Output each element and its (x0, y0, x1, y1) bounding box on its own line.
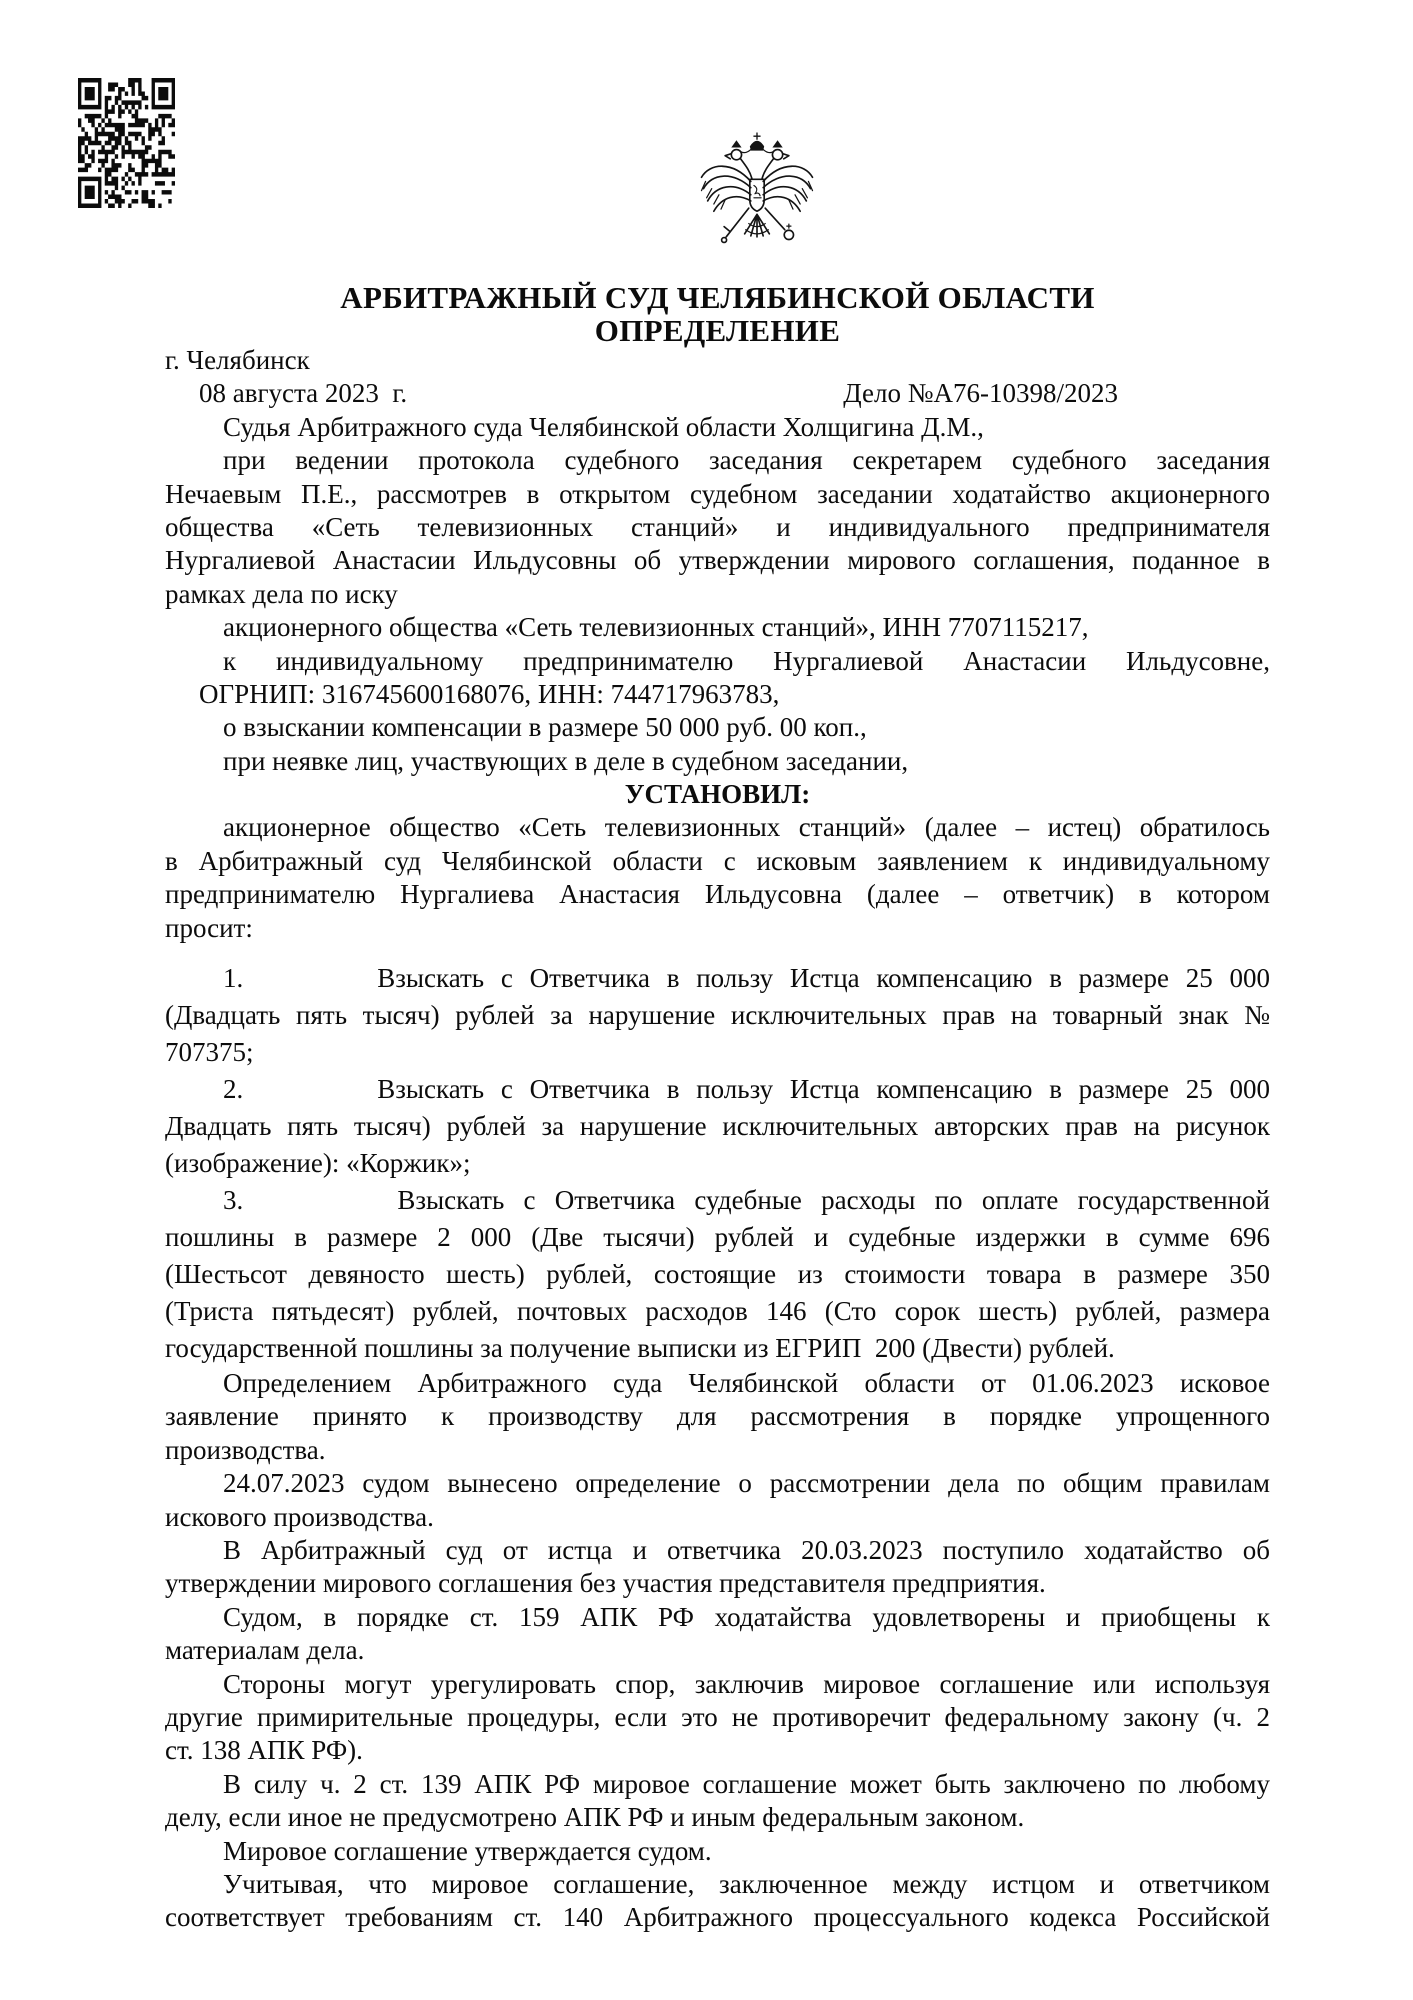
case-number: Дело №А76-10398/2023 (843, 378, 1118, 409)
doc-line-12: УСТАНОВИЛ: (624, 779, 811, 810)
doc-line-5: Нургалиевой Анастасии Ильдусовны об утверждении мирового соглашения, поданное в (165, 545, 1270, 576)
doc-line-2: при ведении протокола судебного заседания секретарем судебного заседания (223, 445, 1270, 476)
document-type: ОПРЕДЕЛЕНИЕ (594, 313, 841, 348)
doc-line-23: 3. Взыскать с Ответчика судебные расходы по оплате государственной (223, 1185, 1270, 1216)
doc-line-30: производства. (165, 1434, 326, 1465)
document-body (165, 344, 1270, 1935)
doc-line-41: делу, если иное не предусмотрено АПК РФ и иным федеральным законом. (165, 1802, 1025, 1833)
doc-line-34: утверждении мирового соглашения без участия представителя предприятия. (165, 1568, 1046, 1599)
body-lines (165, 411, 1270, 1935)
doc-line-36: материалам дела. (165, 1635, 365, 1666)
doc-line-32: искового производства. (165, 1501, 434, 1532)
doc-line-18: (Двадцать пять тысяч) рублей за нарушение исключительных прав на товарный знак № (165, 1000, 1270, 1031)
doc-line-4: общества «Сеть телевизионных станций» и индивидуального предпринимателя (165, 511, 1270, 542)
doc-line-17: 1. Взыскать с Ответчика в пользу Истца компенсацию в размере 25 000 (223, 963, 1270, 994)
doc-line-1: Судья Арбитражного суда Челябинской области Холщигина Д.М., (223, 411, 984, 442)
doc-line-43: Учитывая, что мировое соглашение, заключенное между истцом и ответчиком (223, 1868, 1270, 1899)
doc-line-28: Определением Арбитражного суда Челябинской области от 01.06.2023 исковое (223, 1368, 1270, 1399)
doc-line-35: Судом, в порядке ст. 159 АПК РФ ходатайства удовлетворены и приобщены к (223, 1601, 1270, 1632)
doc-line-9: ОГРНИП: 316745600168076, ИНН: 744717963783, (199, 678, 780, 709)
doc-line-3: Нечаевым П.Е., рассмотрев в открытом судебном заседании ходатайство акционерного (165, 478, 1270, 509)
coat-of-arms-russia (695, 130, 819, 276)
doc-line-40: В силу ч. 2 ст. 139 АПК РФ мировое соглашение может быть заключено по любому (223, 1768, 1270, 1799)
doc-line-6: рамках дела по иску (165, 578, 398, 609)
document-date: 08 августа 2023 г. (199, 378, 408, 409)
doc-line-24: пошлины в размере 2 000 (Две тысячи) рублей и судебные издержки в сумме 696 (165, 1222, 1270, 1253)
doc-line-27: государственной пошлины за получение выписки из ЕГРИП 200 (Двести) рублей. (165, 1333, 1115, 1364)
doc-line-10: о взыскании компенсации в размере 50 000 руб. 00 коп., (223, 712, 867, 743)
doc-line-11: при неявке лиц, участвующих в деле в судебном заседании, (223, 745, 909, 776)
doc-line-15: предпринимателю Нургалиева Анастасия Ильдусовна (далее – ответчик) в котором (165, 879, 1270, 910)
qr-code (78, 78, 175, 208)
city-line (165, 344, 1270, 377)
doc-line-37: Стороны могут урегулировать спор, заключив мировое соглашение или используя (223, 1668, 1270, 1699)
doc-line-26: (Триста пятьдесят) рублей, почтовых расходов 146 (Сто сорок шесть) рублей, размера (165, 1296, 1270, 1327)
doc-line-22: (изображение): «Коржик»; (165, 1148, 471, 1179)
doc-line-8: к индивидуальному предпринимателю Нургалиевой Анастасии Ильдусовне, (223, 645, 1270, 676)
doc-line-20: 2. Взыскать с Ответчика в пользу Истца компенсацию в размере 25 000 (223, 1074, 1270, 1105)
date-case-line (165, 377, 1270, 410)
doc-line-39: ст. 138 АПК РФ). (165, 1735, 363, 1766)
doc-line-25: (Шестьсот девяносто шесть) рублей, состоящие из стоимости товара в размере 350 (165, 1259, 1270, 1290)
doc-line-38: другие примирительные процедуры, если это не противоречит федеральному закону (ч. 2 (165, 1701, 1270, 1732)
court-name: АРБИТРАЖНЫЙ СУД ЧЕЛЯБИНСКОЙ ОБЛАСТИ (340, 280, 1095, 315)
doc-line-42: Мировое соглашение утверждается судом. (223, 1835, 712, 1866)
doc-line-7: акционерного общества «Сеть телевизионных станций», ИНН 7707115217, (223, 612, 1089, 643)
doc-line-19: 707375; (165, 1037, 254, 1068)
doc-line-44: соответствует требованиям ст. 140 Арбитражного процессуального кодекса Российской (165, 1902, 1270, 1933)
doc-line-33: В Арбитражный суд от истца и ответчика 20.03.2023 поступило ходатайство об (223, 1534, 1270, 1565)
doc-line-14: в Арбитражный суд Челябинской области с исковым заявлением к индивидуальному (165, 845, 1270, 876)
doc-line-16: просит: (165, 912, 253, 943)
doc-line-29: заявление принято к производству для рассмотрения в порядке упрощенного (165, 1401, 1270, 1432)
doc-line-13: акционерное общество «Сеть телевизионных станций» (далее – истец) обратилось (223, 812, 1270, 843)
doc-line-31: 24.07.2023 судом вынесено определение о рассмотрении дела по общим правилам (223, 1468, 1270, 1499)
doc-line-21: Двадцать пять тысяч) рублей за нарушение исключительных авторских прав на рисунок (165, 1111, 1270, 1142)
document-header (165, 281, 1270, 347)
city: г. Челябинск (165, 345, 310, 375)
